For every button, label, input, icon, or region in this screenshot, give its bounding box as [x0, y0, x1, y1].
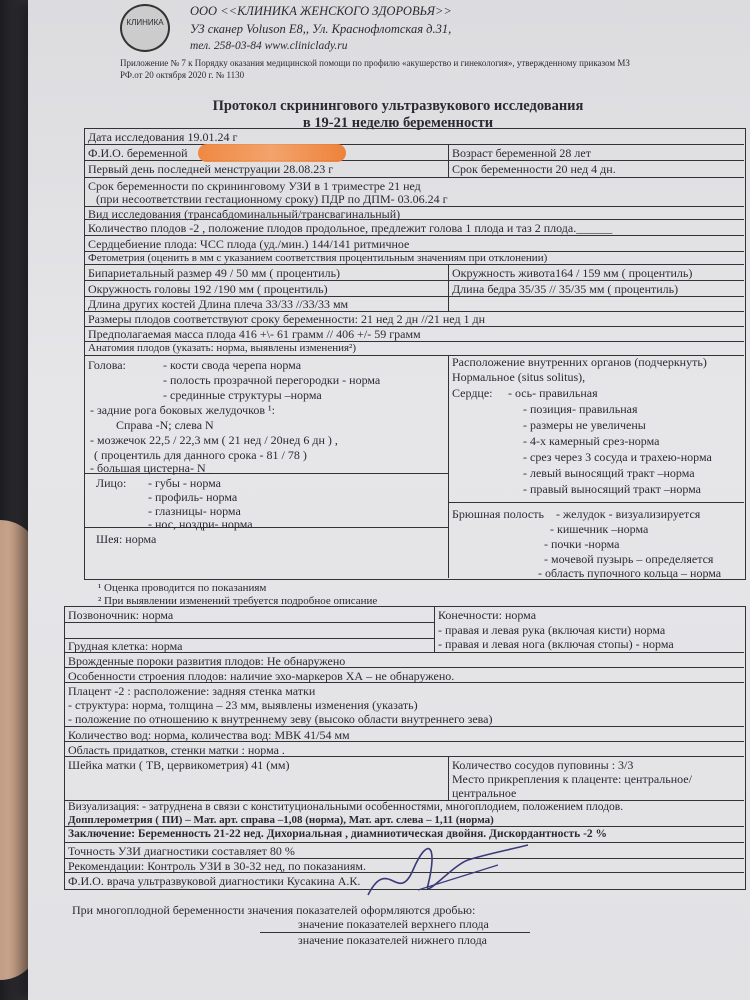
fetometry: Фетометрия (оценить в мм с указанием соответствия процентильным значениям при отклонении)	[88, 252, 548, 264]
horns-value: Справа -N; слева N	[116, 418, 214, 432]
head-circ: Окружность головы 192 /190 мм ( процентиль)	[88, 282, 328, 296]
screen-term-2: (при несоответствии гестационному сроку) ПДР по ДПМ- 03.06.24 г	[96, 192, 448, 206]
placenta-2: - структура: норма, толщина – 23 мм, выявлены изменения (указать)	[68, 698, 418, 712]
recommendations: Рекомендации: Контроль УЗИ в 30-32 нед, по показаниям.	[68, 859, 366, 873]
bones: Длина других костей Длина плеча 33/33 //33/33 мм	[88, 297, 349, 311]
femur: Длина бедра 35/35 // 35/35 мм ( процентиль)	[452, 282, 679, 296]
footnote-2: ² При выявлении изменений требуется подробное описание	[98, 595, 378, 607]
conclusion: Заключение: Беременность 21-22 нед. Дихориальная , диамниотическая двойня. Дискордантность -2 %	[68, 828, 608, 840]
visualization: Визуализация: - затруднена в связи с конституциональными особенностями, многоплодием, положением плодов.	[68, 801, 624, 813]
placenta-1: Плацент -2 : расположение: задняя стенка матки	[68, 684, 316, 698]
vessels: Количество сосудов пуповины : 3/3	[452, 758, 634, 772]
redacted-name	[198, 144, 346, 162]
upper-fetus-label: значение показателей верхнего плода	[298, 917, 489, 931]
footnote-1: ¹ Оценка проводится по показаниям	[98, 582, 267, 594]
heart-item-1: - ось- правильная	[508, 386, 598, 400]
abdominal-label: Брюшная полость	[452, 507, 544, 521]
term-row: Срок беременности 20 нед 4 дн.	[452, 162, 616, 176]
head-item-2: - полость прозрачной перегородки - норма	[163, 373, 381, 387]
abdominal-item-4: - мочевой пузырь – определяется	[544, 552, 714, 566]
signature-icon	[358, 835, 538, 905]
heart-item-5: - срез через 3 сосуда и трахею-норма	[523, 450, 712, 464]
cerebellum: - мозжечок 22,5 / 22,3 мм ( 21 нед / 20нед 6 дн ) ,	[90, 433, 338, 447]
heart-item-4: - 4-х камерный срез-норма	[523, 434, 660, 448]
abdomen: Окружность живота164 / 159 мм ( процентиль)	[452, 266, 693, 280]
attachment-1: Место прикрепления к плаценте: центральное/	[452, 772, 692, 786]
title-1: Протокол скринингового ультразвукового исследования	[212, 98, 584, 114]
date-row: Дата исследования 19.01.24 г	[88, 130, 238, 144]
face-item-4: - нос, ноздри- норма	[148, 517, 253, 531]
horns: - задние рога боковых желудочков ¹:	[90, 403, 275, 417]
organs: Расположение внутренних органов (подчеркнуть)	[452, 355, 707, 369]
features: Особенности строения плодов: наличие эхо-маркеров ХА – не обнаружено.	[68, 669, 455, 683]
clinic-name: ООО <<КЛИНИКА ЖЕНСКОГО ЗДОРОВЬЯ>>	[190, 4, 452, 18]
abdominal-item-2: - кишечник –норма	[550, 522, 649, 536]
bpd: Бипариетальный размер 49 / 50 мм ( процентиль)	[88, 266, 341, 280]
face-item-1: - губы - норма	[148, 476, 222, 490]
abdominal-item-1: - желудок - визуализируется	[556, 507, 701, 521]
cervix: Шейка матки ( ТВ, цервикометрия) 41 (мм)	[68, 758, 290, 772]
heart-item-2: - позиция- правильная	[523, 402, 638, 416]
limbs-2: - правая и левая нога (включая стопы) - норма	[438, 637, 674, 651]
fetus-count: Количество плодов -2 , положение плодов продольное, предлежит голова 1 плода и таз 2 плода.______	[88, 221, 613, 235]
heart-label: Сердце:	[452, 386, 493, 400]
heartbeat: Сердцебиение плода: ЧСС плода (уд./мин.) 144/141 ритмичное	[88, 237, 410, 251]
lower-fetus-label: значение показателей нижнего плода	[298, 933, 487, 947]
head-item-1: - кости свода черепа норма	[163, 358, 302, 372]
waters: Количество вод: норма, количества вод: МВК 41/54 мм	[68, 728, 350, 742]
screen-term-1: Срок беременности по скрининговому УЗИ в 1 триместре 21 нед	[88, 179, 421, 193]
malformations: Врожденные пороки развития плодов: Не обнаружено	[68, 654, 346, 668]
head-item-3: - срединные структуры –норма	[163, 388, 322, 402]
limbs-1: - правая и левая рука (включая кисти) норма	[438, 623, 666, 637]
title-2: в 19-21 неделю беременности	[302, 115, 494, 131]
lmp-row: Первый день последней менструации 28.08.23 г	[88, 162, 334, 176]
heart-item-6: - левый выносящий тракт –норма	[523, 466, 695, 480]
placenta-3: - положение по отношению к внутреннему зеву (высоко области внутреннего зева)	[68, 712, 493, 726]
dopplerometry: Допплерометрия ( ПИ) – Мат. арт. справа –1,08 (норма), Мат. арт. слева – 1,11 (норма)	[68, 814, 494, 826]
attachment-2: центральное	[452, 786, 517, 800]
chest: Грудная клетка: норма	[68, 639, 183, 653]
exam-type: Вид исследования (трансабдоминальный/трансвагинальный)	[88, 207, 401, 221]
clinic-logo-icon	[120, 4, 170, 52]
appendix-line-1: Приложение № 7 к Порядку оказания медицинской помощи по профилю «акушерство и гинекология», утвержденному приказом МЗ	[120, 58, 630, 68]
fio-row: Ф.И.О. беременной	[88, 146, 188, 160]
age-row: Возраст беременной 28 лет	[452, 146, 591, 160]
cisterna: - большая цистерна- N_	[90, 461, 212, 475]
limbs: Конечности: норма	[438, 608, 537, 622]
document-page	[28, 0, 750, 1000]
appendix-line-2: РФ.от 20 октября 2020 г. № 1130	[120, 70, 245, 80]
face-item-2: - профиль- норма	[148, 490, 238, 504]
heart-item-3: - размеры не увеличены	[523, 418, 646, 432]
anatomy: Анатомия плодов (указать: норма, выявлены изменения²)	[88, 342, 356, 354]
logo-text: КЛИНИКА	[126, 18, 164, 27]
doctor: Ф.И.О. врача ультразвуковой диагностики Кусакина А.К.	[68, 874, 361, 888]
multiple-note: При многоплодной беременности значения показателей оформляются дробью:	[72, 903, 476, 917]
situs: Нормальное (situs solitus),	[452, 370, 586, 384]
head-label: Голова:	[88, 358, 126, 372]
adnexa: Область придатков, стенки матки : норма .	[68, 743, 285, 757]
percentile: ( процентиль для данного срока - 81 / 78 )	[94, 448, 307, 462]
accuracy: Точность УЗИ диагностики составляет 80 %	[68, 844, 295, 858]
weight: Предполагаемая масса плода 416 +\- 61 грамм // 406 +/- 59 грамм	[88, 327, 421, 341]
spine: Позвоночник: норма	[68, 608, 174, 622]
abdominal-item-3: - почки -норма	[544, 537, 620, 551]
face-label: Лицо:	[96, 476, 127, 490]
face-item-3: - глазницы- норма	[148, 504, 241, 518]
abdominal-item-5: - область пупочного кольца – норма	[538, 566, 722, 580]
scanner-address: УЗ сканер Voluson E8,, Ул. Краснофлотская д.31,	[190, 22, 452, 36]
phone-site: тел. 258-03-84 www.cliniclady.ru	[190, 40, 348, 52]
neck: Шея: норма	[96, 532, 157, 546]
sizes-match: Размеры плодов соответствуют сроку беременности: 21 нед 2 дн //21 нед 1 дн	[88, 312, 486, 326]
heart-item-7: - правый выносящий тракт –норма	[523, 482, 701, 496]
